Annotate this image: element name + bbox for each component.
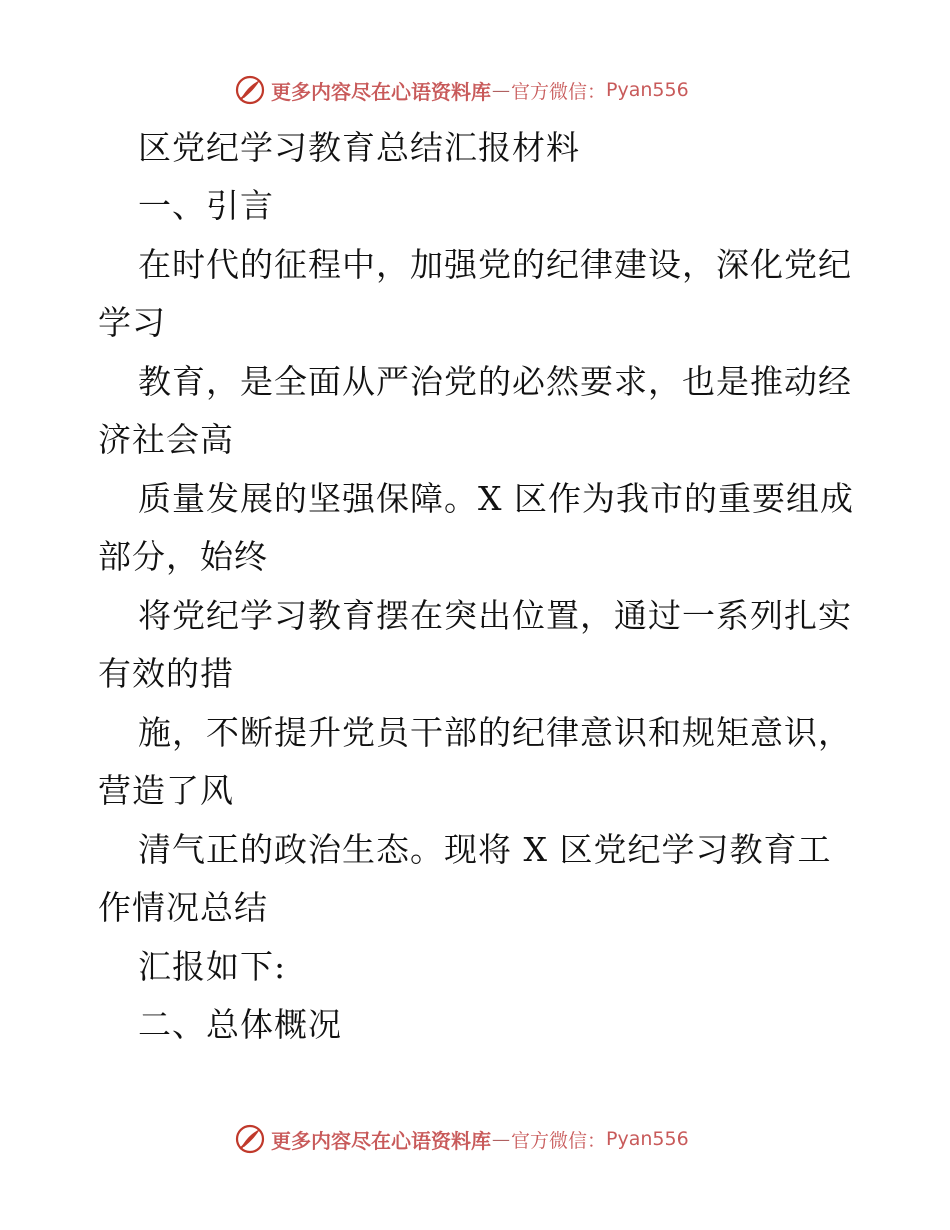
section-heading-introduction: 一、引言 bbox=[138, 186, 274, 225]
footer-watermark bbox=[235, 1122, 689, 1156]
paragraph-line: 在时代的征程中，加强党的纪律建设，深化党纪 bbox=[138, 245, 852, 284]
paragraph-line: 汇报如下: bbox=[138, 947, 287, 986]
paragraph-line: 作情况总结 bbox=[98, 888, 268, 927]
section-heading-overview: 二、总体概况 bbox=[138, 1005, 342, 1044]
paragraph-line: 营造了风 bbox=[98, 771, 234, 810]
paragraph-line: 质量发展的坚强保障。X 区作为我市的重要组成 bbox=[138, 479, 854, 518]
watermark-wechat-label: 官方微信： bbox=[511, 1129, 607, 1152]
watermark-dash: — bbox=[492, 1128, 510, 1150]
watermark-main-text: 更多内容尽在心语资料库 bbox=[271, 79, 491, 104]
quill-pen-logo-icon bbox=[235, 75, 265, 105]
watermark-dash: — bbox=[492, 79, 510, 101]
watermark-wechat-label: 官方微信： bbox=[511, 80, 607, 103]
watermark-wechat-id: Pyan556 bbox=[606, 79, 689, 101]
paragraph-line: 有效的措 bbox=[98, 654, 234, 693]
document-title: 区党纪学习教育总结汇报材料 bbox=[138, 128, 580, 167]
paragraph-line: 施，不断提升党员干部的纪律意识和规矩意识， bbox=[138, 713, 852, 752]
paragraph-line: 将党纪学习教育摆在突出位置，通过一系列扎实 bbox=[138, 596, 852, 635]
quill-pen-logo-icon bbox=[235, 1124, 265, 1154]
paragraph-line: 部分，始终 bbox=[98, 537, 268, 576]
watermark-main-text: 更多内容尽在心语资料库 bbox=[271, 1128, 491, 1153]
paragraph-line: 教育，是全面从严治党的必然要求，也是推动经 bbox=[138, 362, 852, 401]
paragraph-line: 清气正的政治生态。现将 X 区党纪学习教育工 bbox=[138, 830, 832, 869]
watermark-wechat-id: Pyan556 bbox=[606, 1128, 689, 1150]
paragraph-line: 济社会高 bbox=[98, 420, 234, 459]
paragraph-line: 学习 bbox=[98, 303, 166, 342]
header-watermark bbox=[235, 73, 689, 107]
